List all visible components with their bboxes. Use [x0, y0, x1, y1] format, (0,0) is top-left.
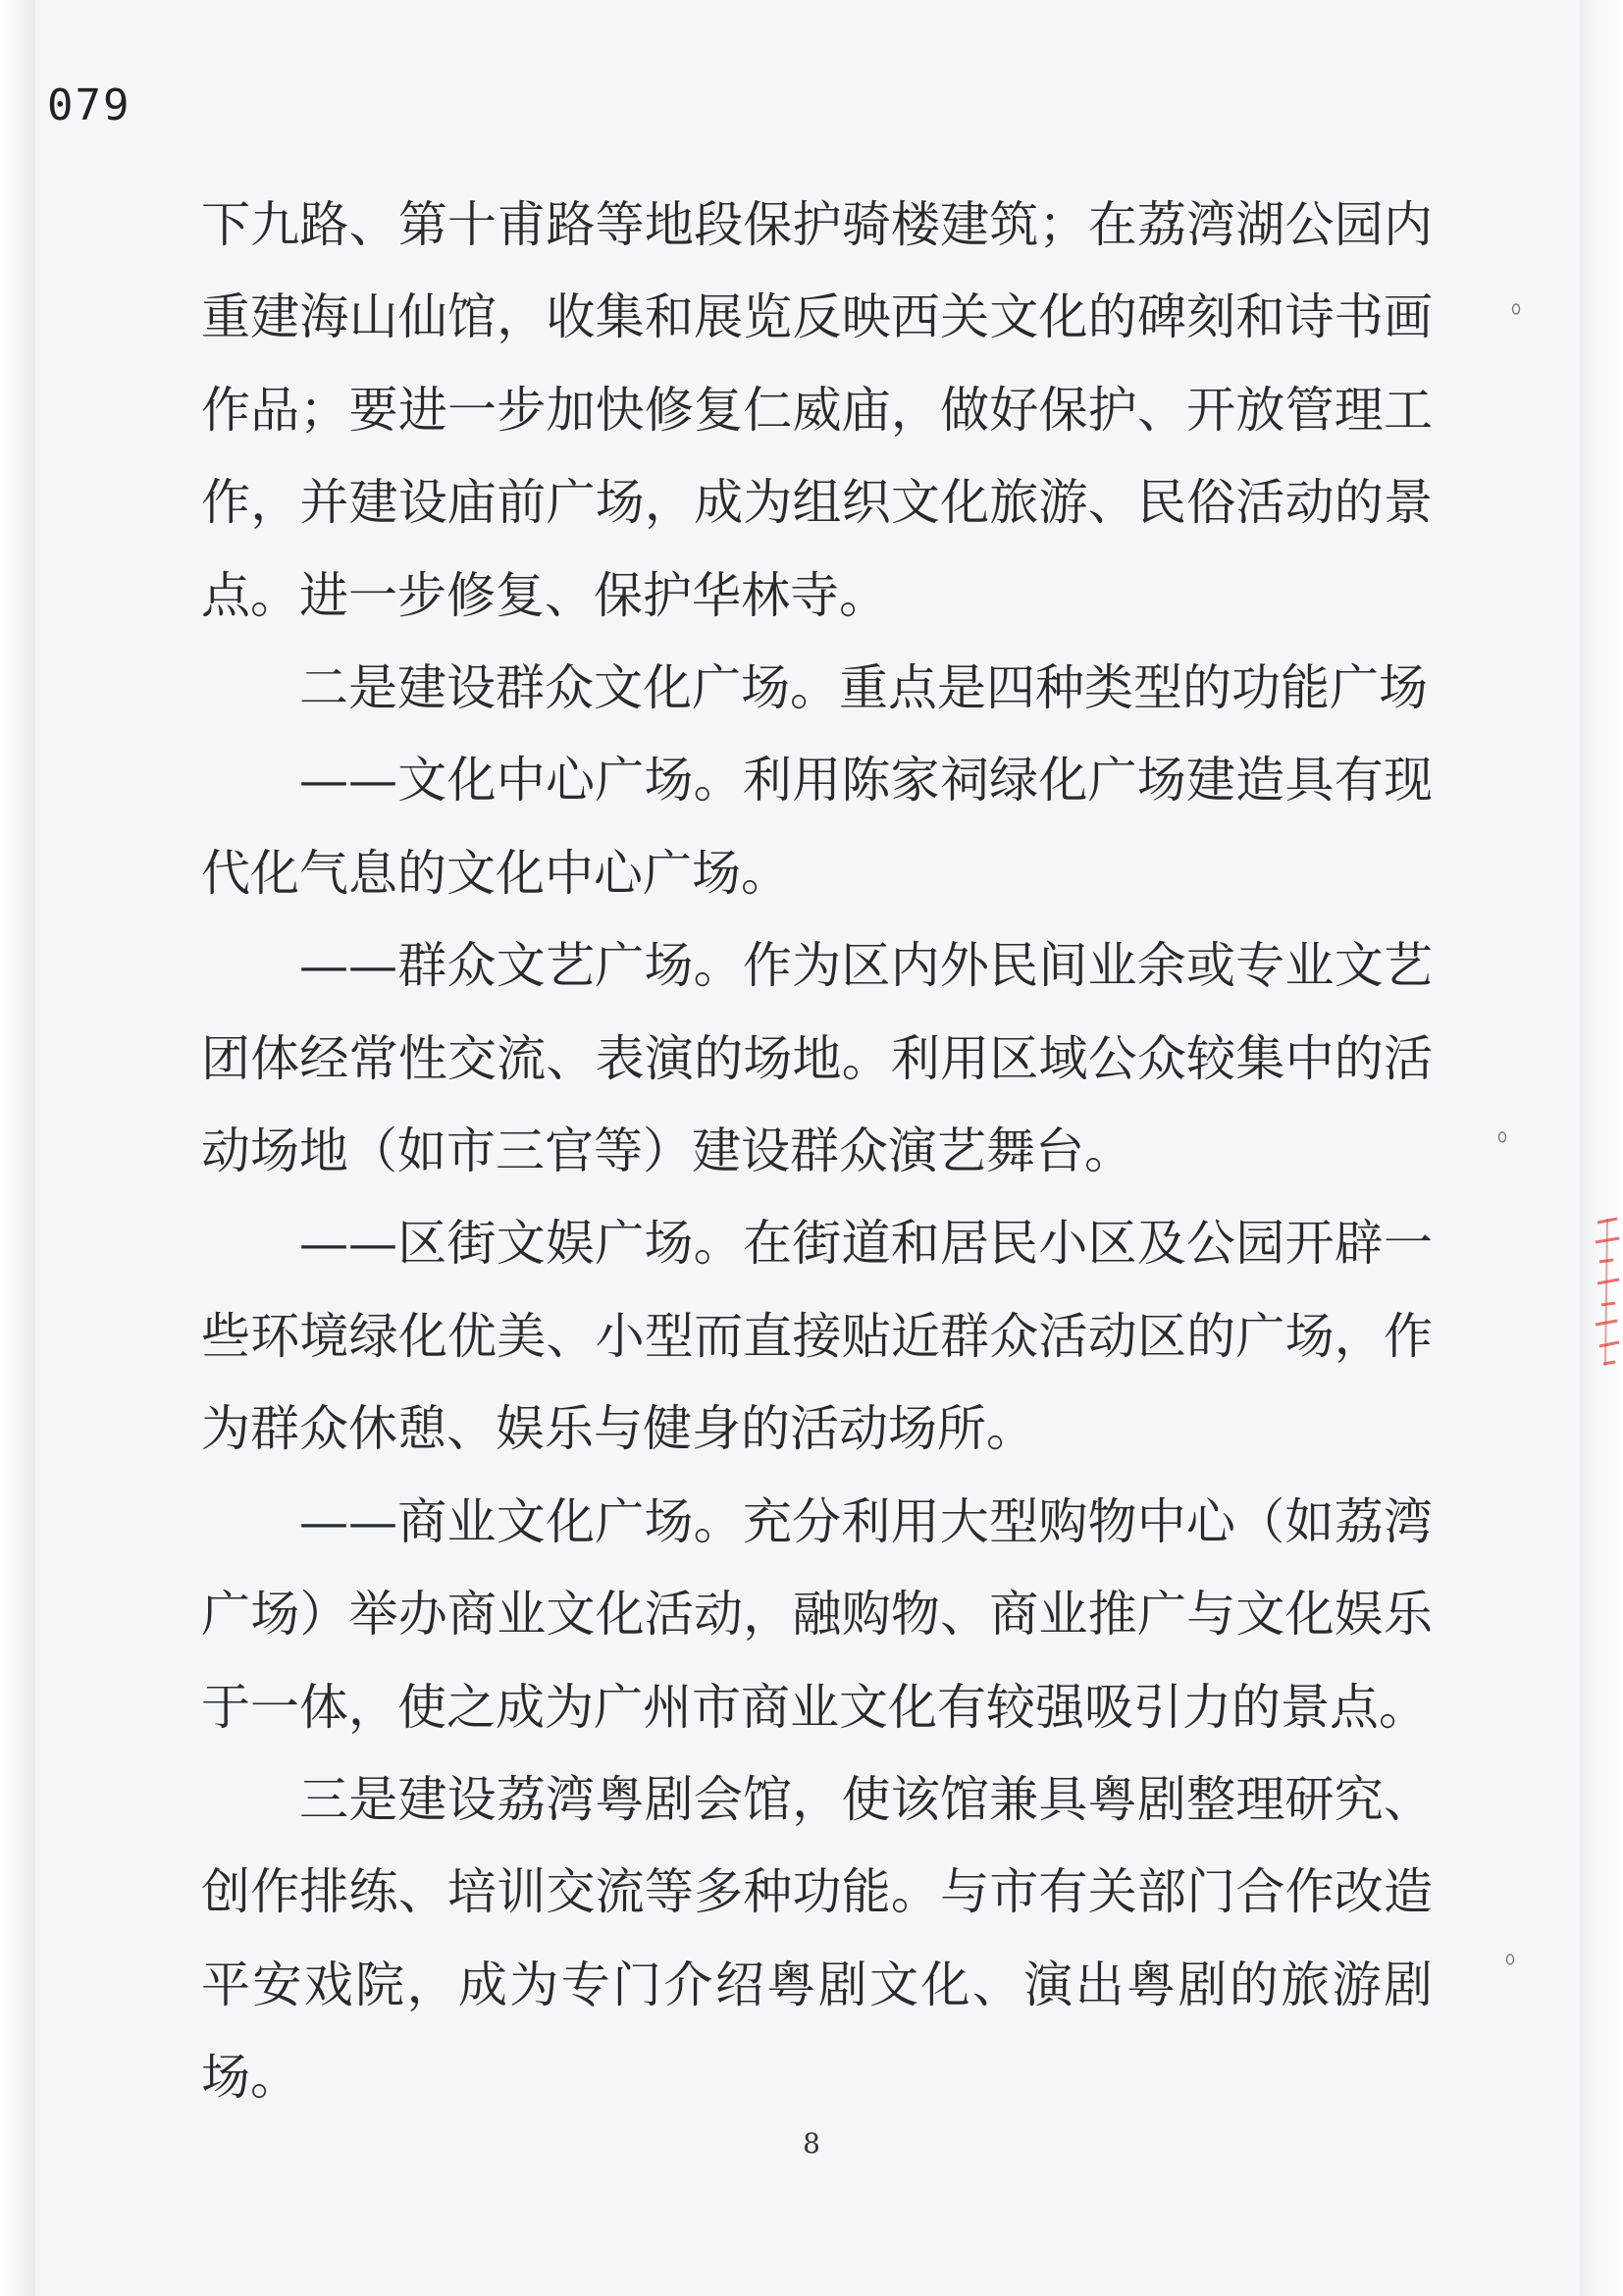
- body-text: [201, 179, 1433, 2124]
- binding-hole-mark: [1505, 1953, 1515, 1966]
- paragraph-street-entertainment-square: ——区街文娱广场。在街道和居民小区及公园开辟一些环境绿化优美、小型而直接贴近群众活动区的广场，作为群众休憩、娱乐与健身的活动场所。: [201, 1215, 1433, 1458]
- paragraph-opera-hall: 三是建设荔湾粤剧会馆，使该馆兼具粤剧整理研究、创作排练、培训交流等多种功能。与市有关部门合作改造平安戏院，成为专门介绍粤剧文化、演出粤剧的旅游剧场。: [201, 1770, 1433, 2107]
- binding-hole-mark: [1511, 302, 1521, 316]
- footer-page-number: 8: [803, 2127, 820, 2160]
- top-page-number: 079: [47, 80, 131, 130]
- paragraph-cultural-squares-intro: 二是建设群众文化广场。重点是四种类型的功能广场: [299, 659, 1428, 717]
- paragraph-commercial-culture-square: ——商业文化广场。充分利用大型购物中心（如荔湾广场）举办商业文化活动，融购物、商业推广与文化娱乐于一体，使之成为广州市商业文化有较强吸引力的景点。: [201, 1492, 1433, 1736]
- page-left-fold: [0, 0, 35, 2296]
- red-stamp-mark: [1592, 1215, 1621, 1372]
- paragraph-folk-art-square: ——群众文艺广场。作为区内外民间业余或专业文艺团体经常性交流、表演的场地。利用区域公众较集中的活动场地（如市三官等）建设群众演艺舞台。: [201, 937, 1433, 1180]
- paragraph-culture-center-square: ——文化中心广场。利用陈家祠绿化广场建造具有现代化气息的文化中心广场。: [201, 752, 1433, 902]
- page-right-edge: [1580, 0, 1623, 2296]
- binding-hole-mark: [1497, 1130, 1507, 1144]
- paragraph-continuation: 下九路、第十甫路等地段保护骑楼建筑；在荔湾湖公园内重建海山仙馆，收集和展览反映西关文化的碑刻和诗书画作品；要进一步加快修复仁威庙，做好保护、开放管理工作，并建设庙前广场，成为组织文化旅游、民俗活动的景点。进一步修复、保护华林寺。: [201, 196, 1433, 624]
